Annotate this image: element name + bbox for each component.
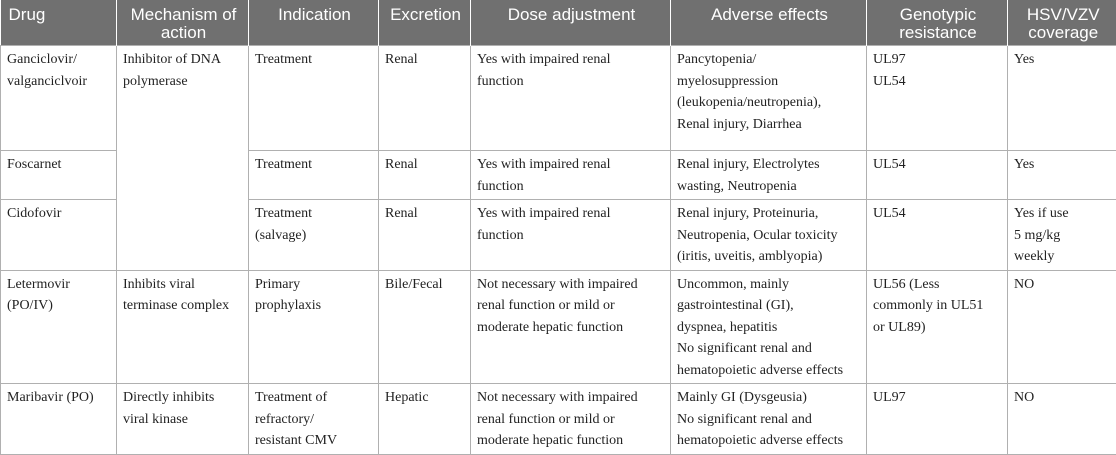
cell-mechanism: Inhibitor of DNA polymerase <box>117 46 249 271</box>
cell-indication: Treatment (salvage) <box>249 200 379 271</box>
cell-indication: Primary prophylaxis <box>249 270 379 384</box>
cell-drug: Maribavir (PO) <box>1 384 117 455</box>
cell-mechanism: Directly inhibits viral kinase <box>117 384 249 455</box>
table-row <box>1 46 1116 151</box>
header-genotypic-resistance: Genotypic resistance <box>867 0 1008 46</box>
cell-adverse: Uncommon, mainly gastrointestinal (GI), dyspnea, hepatitis No significant renal and hematopoietic adverse effects <box>671 270 867 384</box>
cell-excretion: Renal <box>379 151 471 200</box>
cell-coverage: NO <box>1008 270 1116 384</box>
table-row <box>1 384 1116 455</box>
header-coverage: HSV/VZV coverage <box>1008 0 1116 46</box>
cell-indication: Treatment <box>249 46 379 151</box>
cell-excretion: Hepatic <box>379 384 471 455</box>
cell-resistance: UL97 <box>867 384 1008 455</box>
cell-indication: Treatment of refractory/ resistant CMV <box>249 384 379 455</box>
cell-adverse: Mainly GI (Dysgeusia) No significant renal and hematopoietic adverse effects <box>671 384 867 455</box>
cell-coverage: Yes if use 5 mg/kg weekly <box>1008 200 1116 271</box>
cell-excretion: Bile/Fecal <box>379 270 471 384</box>
table-row <box>1 270 1116 384</box>
cell-resistance: UL54 <box>867 151 1008 200</box>
cell-adverse: Renal injury, Electrolytes wasting, Neutropenia <box>671 151 867 200</box>
header-drug: Drug <box>1 0 117 46</box>
cell-coverage: NO <box>1008 384 1116 455</box>
cell-dose: Yes with impaired renal function <box>471 200 671 271</box>
cell-adverse: Renal injury, Proteinuria, Neutropenia, Ocular toxicity (iritis, uveitis, amblyopia) <box>671 200 867 271</box>
header-indication: Indication <box>249 0 379 46</box>
cell-drug: Ganciclovir/ valganciclvoir <box>1 46 117 151</box>
cell-indication: Treatment <box>249 151 379 200</box>
cell-resistance: UL97 UL54 <box>867 46 1008 151</box>
header-mechanism: Mechanism of action <box>117 0 249 46</box>
cell-dose: Yes with impaired renal function <box>471 151 671 200</box>
cell-dose: Not necessary with impaired renal function or mild or moderate hepatic function <box>471 384 671 455</box>
header-dose-adjustment: Dose adjustment <box>471 0 671 46</box>
cell-excretion: Renal <box>379 200 471 271</box>
header-excretion: Excretion <box>379 0 471 46</box>
cell-resistance: UL56 (Less commonly in UL51 or UL89) <box>867 270 1008 384</box>
header-row <box>1 0 1116 46</box>
cell-dose: Not necessary with impaired renal function or mild or moderate hepatic function <box>471 270 671 384</box>
cell-dose: Yes with impaired renal function <box>471 46 671 151</box>
cell-mechanism: Inhibits viral terminase complex <box>117 270 249 384</box>
cell-drug: Cidofovir <box>1 200 117 271</box>
cell-coverage: Yes <box>1008 151 1116 200</box>
header-adverse-effects: Adverse effects <box>671 0 867 46</box>
cell-coverage: Yes <box>1008 46 1116 151</box>
cell-excretion: Renal <box>379 46 471 151</box>
cell-adverse: Pancytopenia/ myelosuppression (leukopenia/neutropenia), Renal injury, Diarrhea <box>671 46 867 151</box>
cell-resistance: UL54 <box>867 200 1008 271</box>
cell-drug: Letermovir (PO/IV) <box>1 270 117 384</box>
cell-drug: Foscarnet <box>1 151 117 200</box>
